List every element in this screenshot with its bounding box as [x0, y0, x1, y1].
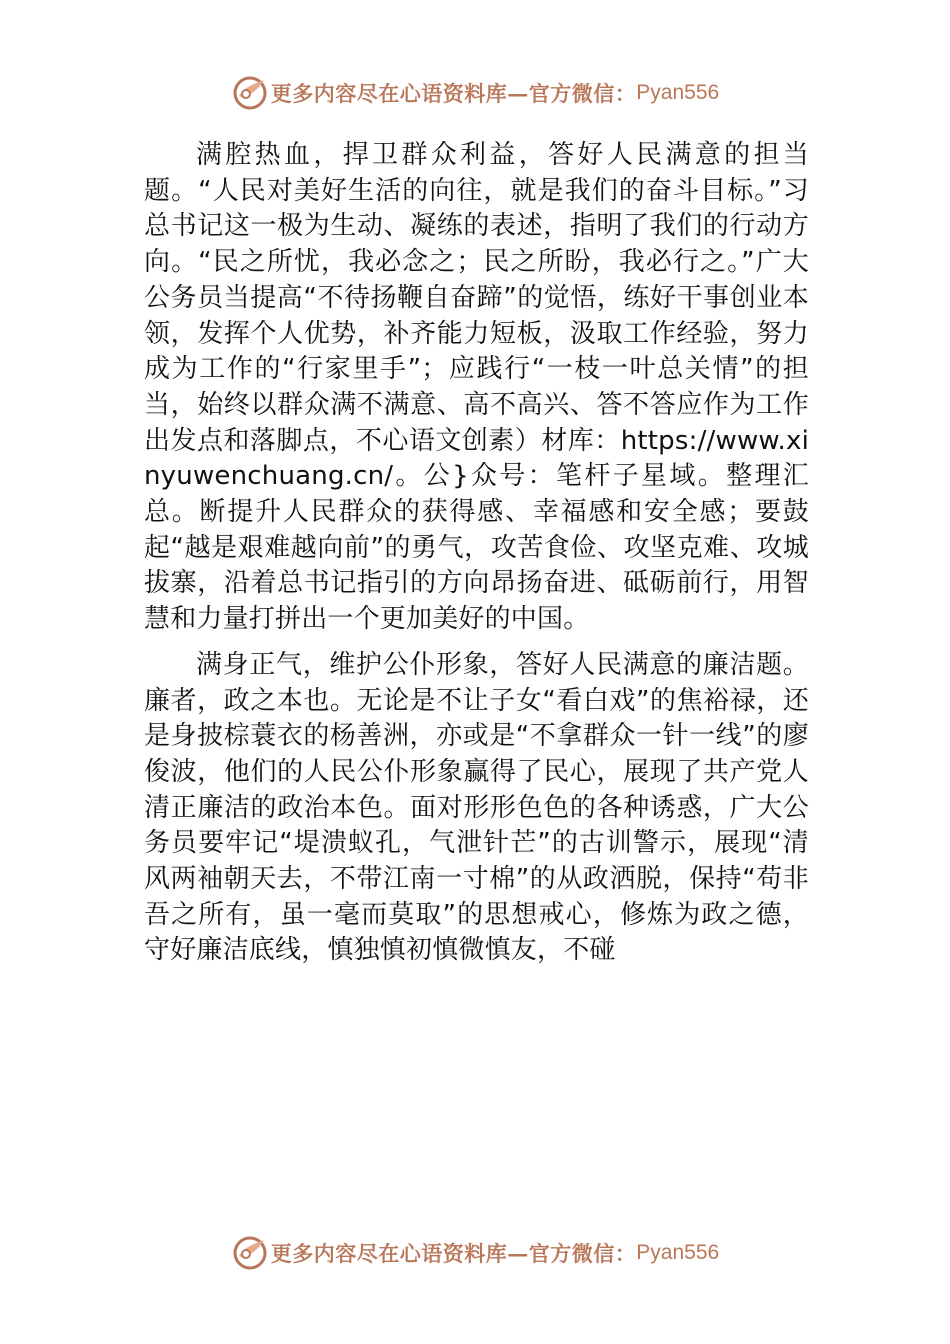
header-wechat-handle: Pyan556 — [636, 81, 720, 104]
footer-banner — [0, 1233, 950, 1273]
document-body — [144, 138, 809, 979]
header-slogan: 更多内容尽在心语资料库—官方微信： — [270, 81, 637, 106]
paragraph-responsibility: 满腔热血，捍卫群众利益，答好人民满意的担当题。“人民对美好生活的向往，就是我们的奋斗目标。”习总书记这一极为生动、凝练的表述，指明了我们的行动方向。“民之所忧，我必念之；民之所盼，我必行之。”广大公务员当提高“不待扬鞭自奋蹄”的觉悟，练好干事创业本领，发挥个人优势，补齐能力短板，汲取工作经验，努力成为工作的“行家里手”；应践行“一枝一叶总关情”的担当，始终以群众满不满意、高不高兴、答不答应作为工作出发点和落脚点，不心语文创素）材库：https://www.xinyuwenchuang.cn/。公}众号：笔杆子星域。整理汇总。断提升人民群众的获得感、幸福感和安全感；要鼓起“越是艰难越向前”的勇气，攻苦食俭、攻坚克难、攻城拔寨，沿着总书记指引的方向昂扬奋进、砥砺前行，用智慧和力量打拼出一个更加美好的中国。 — [144, 140, 809, 635]
logo-icon — [231, 1234, 269, 1272]
logo-icon — [231, 74, 269, 112]
footer-wechat-handle: Pyan556 — [636, 1241, 720, 1264]
header-banner — [0, 73, 950, 113]
footer-slogan: 更多内容尽在心语资料库—官方微信： — [270, 1241, 637, 1266]
paragraph-integrity: 满身正气，维护公仆形象，答好人民满意的廉洁题。廉者，政之本也。无论是不让子女“看白戏”的焦裕禄，还是身披棕蓑衣的杨善洲，亦或是“不拿群众一针一线”的廖俊波，他们的人民公仆形象赢得了民心，展现了共产党人清正廉洁的政治本色。面对形形色色的各种诱惑，广大公务员要牢记“堤溃蚁孔，气泄针芒”的古训警示，展现“清风两袖朝天去，不带江南一寸棉”的从政洒脱，保持“苟非吾之所有，虽一毫而莫取”的思想戒心，修炼为政之德，守好廉洁底线，慎独慎初慎微慎友，不碰 — [144, 649, 809, 966]
